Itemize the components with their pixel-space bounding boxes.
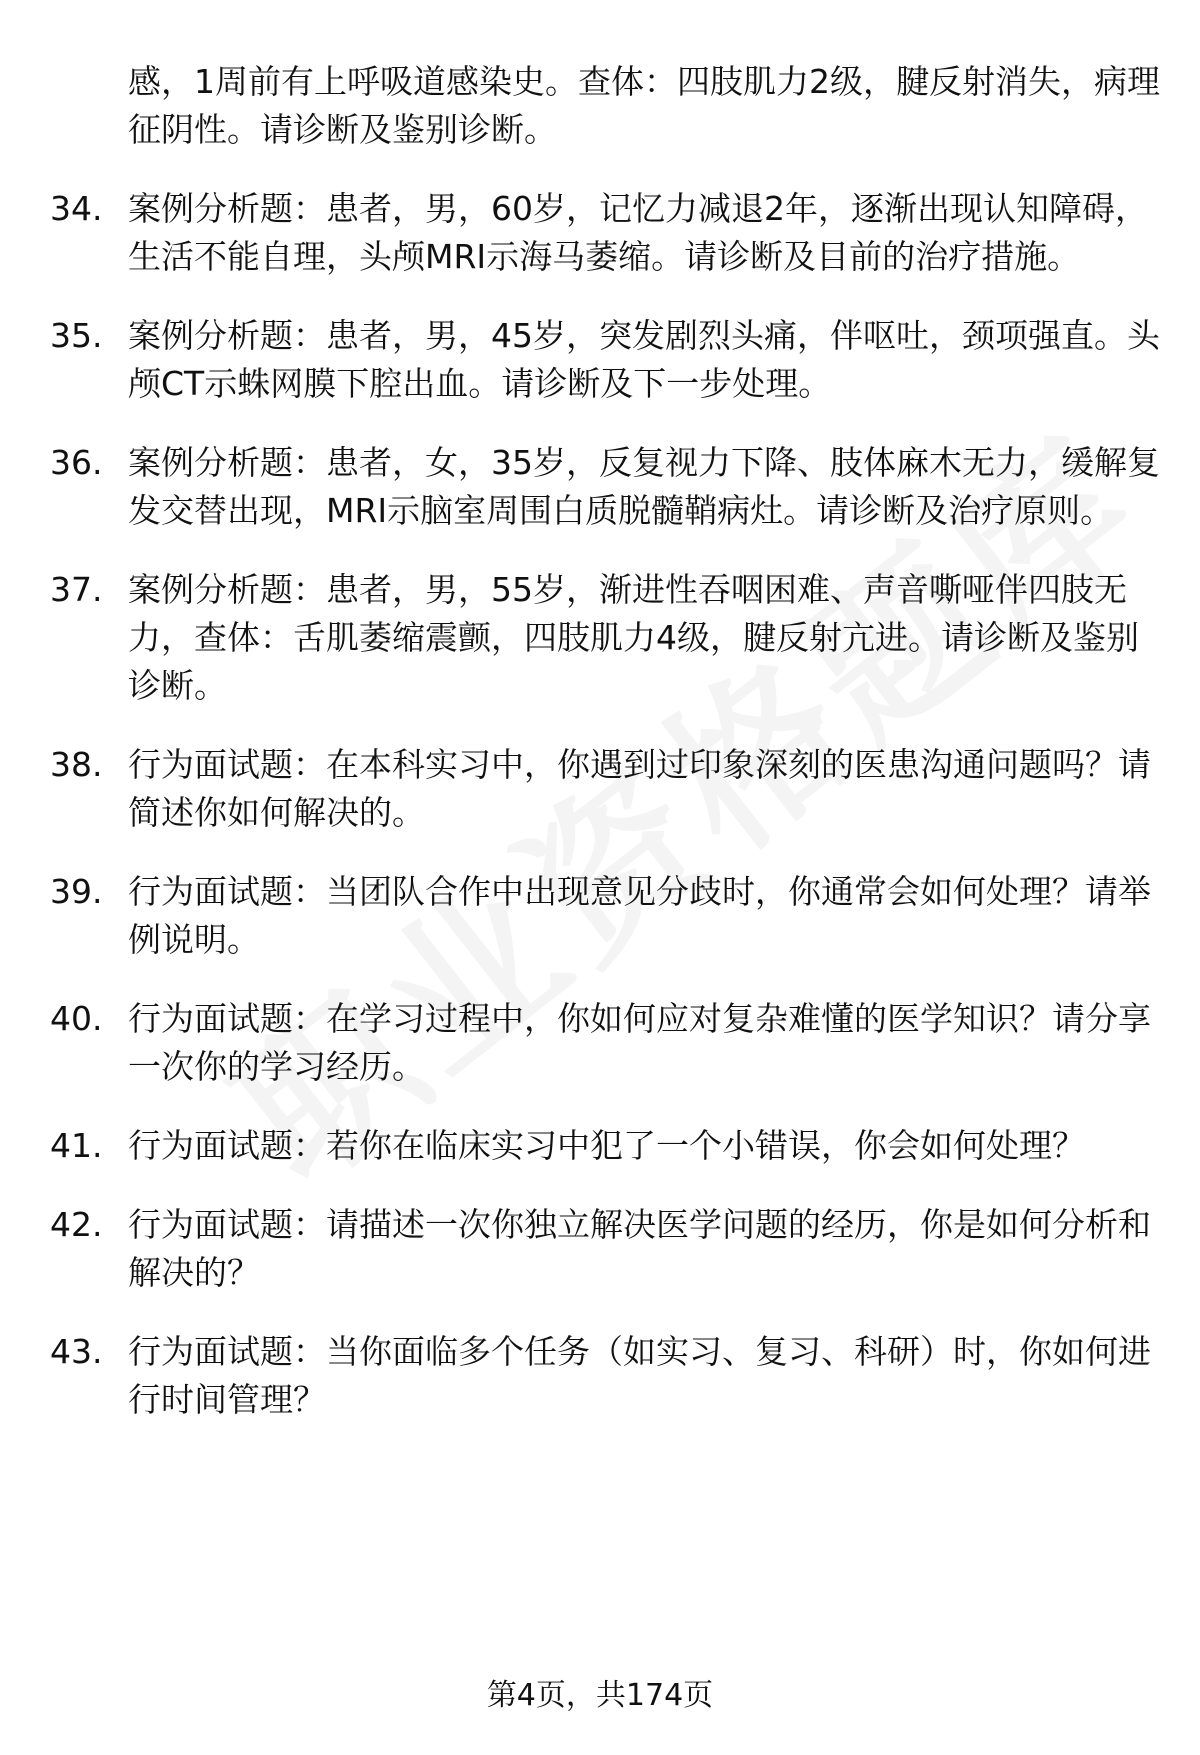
- question-number: 39.: [50, 872, 103, 911]
- question-text: 行为面试题：在学习过程中，你如何应对复杂难懂的医学知识？请分享一次你的学习经历。: [128, 999, 1151, 1086]
- previous-question-continuation: 感，1周前有上呼吸道感染史。查体：四肢肌力2级，腱反射消失，病理征阴性。请诊断及鉴别诊断。: [128, 62, 1160, 149]
- question-item: [50, 995, 1160, 1091]
- question-number: 36.: [50, 443, 103, 482]
- question-item: [50, 868, 1160, 964]
- question-text: 案例分析题：患者，女，35岁，反复视力下降、肢体麻木无力，缓解复发交替出现，MRI示脑室周围白质脱髓鞘病灶。请诊断及治疗原则。: [128, 443, 1160, 530]
- question-text: 行为面试题：请描述一次你独立解决医学问题的经历，你是如何分析和解决的？: [128, 1205, 1151, 1292]
- question-text: 行为面试题：在本科实习中，你遇到过印象深刻的医患沟通问题吗？请简述你如何解决的。: [128, 745, 1151, 832]
- question-number: 43.: [50, 1332, 103, 1371]
- question-number: 34.: [50, 189, 103, 228]
- question-text: 行为面试题：若你在临床实习中犯了一个小错误，你会如何处理？: [128, 1126, 1085, 1165]
- question-number: 35.: [50, 316, 103, 355]
- question-text: 案例分析题：患者，男，55岁，渐进性吞咽困难、声音嘶哑伴四肢无力，查体：舌肌萎缩震颤，四肢肌力4级，腱反射亢进。请诊断及鉴别诊断。: [128, 570, 1139, 705]
- question-text: 案例分析题：患者，男，45岁，突发剧烈头痛，伴呕吐，颈项强直。头颅CT示蛛网膜下腔出血。请诊断及下一步处理。: [128, 316, 1160, 403]
- question-item: [50, 741, 1160, 837]
- question-item: [50, 312, 1160, 408]
- question-item: [50, 185, 1160, 281]
- question-text: 行为面试题：当团队合作中出现意见分歧时，你通常会如何处理？请举例说明。: [128, 872, 1151, 959]
- question-number: 42.: [50, 1205, 103, 1244]
- question-text: 案例分析题：患者，男，60岁，记忆力减退2年，逐渐出现认知障碍，生活不能自理，头颅MRI示海马萎缩。请诊断及目前的治疗措施。: [128, 189, 1148, 276]
- question-list: [50, 58, 1160, 1455]
- question-item: [50, 1201, 1160, 1297]
- page-footer: 第4页，共174页: [486, 1678, 714, 1713]
- question-number: 38.: [50, 745, 103, 784]
- question-item: [50, 1122, 1160, 1170]
- question-item: [50, 566, 1160, 710]
- question-number: 40.: [50, 999, 103, 1038]
- question-text: 行为面试题：当你面临多个任务（如实习、复习、科研）时，你如何进行时间管理？: [128, 1332, 1151, 1419]
- question-item: [50, 439, 1160, 535]
- question-number: 41.: [50, 1126, 103, 1165]
- question-item: [50, 1328, 1160, 1424]
- question-number: 37.: [50, 570, 103, 609]
